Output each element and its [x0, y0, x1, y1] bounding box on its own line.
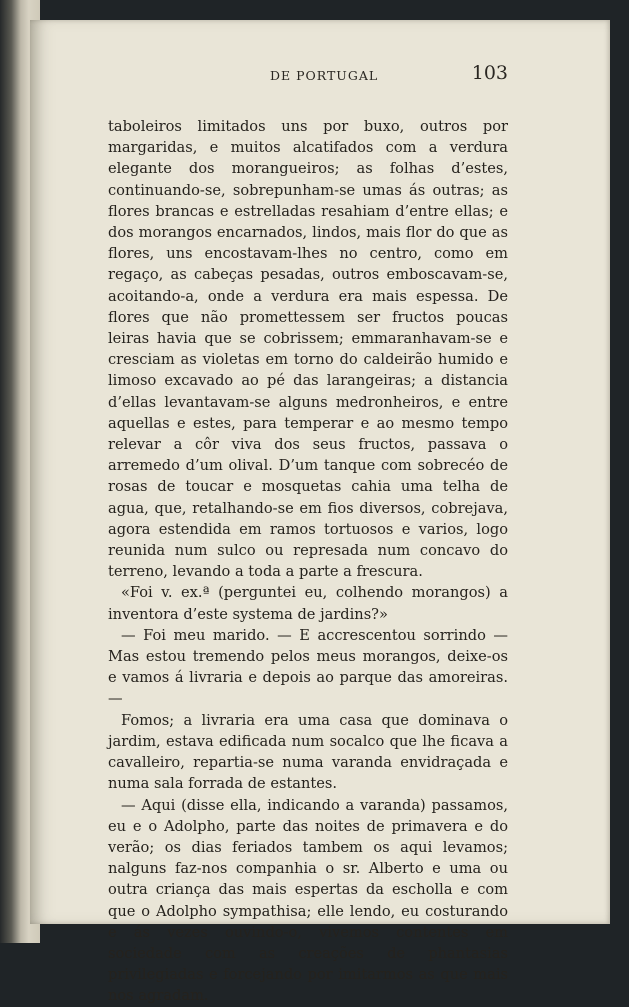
paragraph-garden-description: taboleiros limitados uns por buxo, outros por margaridas, e muitos alcatifados com a verdura elegante dos morangueiros; as folhas d’estes, continuando-se, sobrepunham-se umas ás outras; as flores brancas e estrelladas resahiam d’entre ellas; e dos morangos encarnados, lindos, mais flor do que as flores, uns encostavam-lhes no centro, como em regaço, as cabeças pesadas, outros emboscavam-se, acoitando-a, onde a verdura era mais espessa. De flores que não promettessem ser fructos poucas leiras havia que se cobrissem; emmaranhavam-se e cresciam as violetas em torno do caldeirão humido e limoso excavado ao pé das larangeiras; a distancia d’ellas levantavam-se alguns medronheiros, e entre aquellas e estes, para temperar e ao mesmo tempo relevar a côr viva dos seus fructos, passava o arremedo d’um olival. D’um tanque com sobrecéo de rosas de toucar e mosquetas cahia uma telha de agua, que, retalhando-se em fios diversos, cobrejava, agora estendida em ramos tortuosos e varios, logo reunida num sulco ou represada num concavo do terreno, levando a toda a parte a frescura.	[108, 118, 508, 581]
paragraph-reply: — Foi meu marido. — E accrescentou sorrindo — Mas estou tremendo pelos meus morangos, deixe-os e vamos á livraria e depois ao parque das amoreiras.—	[108, 626, 508, 708]
paragraph-question: «Foi v. ex.ª (perguntei eu, colhendo morangos) a inventora d’este systema de jardins?»	[108, 584, 508, 623]
page-number: 103	[471, 62, 508, 84]
page-header	[80, 62, 510, 90]
page-body-text	[108, 116, 508, 1007]
running-title: DE PORTUGAL	[270, 68, 379, 83]
paragraph-veranda: — Aqui (disse ella, indicando a varanda) passamos, eu e o Adolpho, parte das noites de primavera e do verão; os dias feriados tambem os aqui levamos; nalguns faz-nos companhia o sr. Alberto e uma ou outra criança das mais espertas da escholla e com que o Adolpho sympathisa; elle lendo, eu costurando e ás vezes ouvindo-o, vivemos contentes em sociedade com as creações de phantasias privilegiadas e forcejando por imitarmos as que mais nos agradam.	[108, 796, 508, 1005]
paragraph-library: Fomos; a livraria era uma casa que dominava o jardim, estava edificada num socalco que lhe ficava a cavalleiro, repartia-se numa varanda envidraçada e numa sala forrada de estantes.	[108, 711, 508, 793]
